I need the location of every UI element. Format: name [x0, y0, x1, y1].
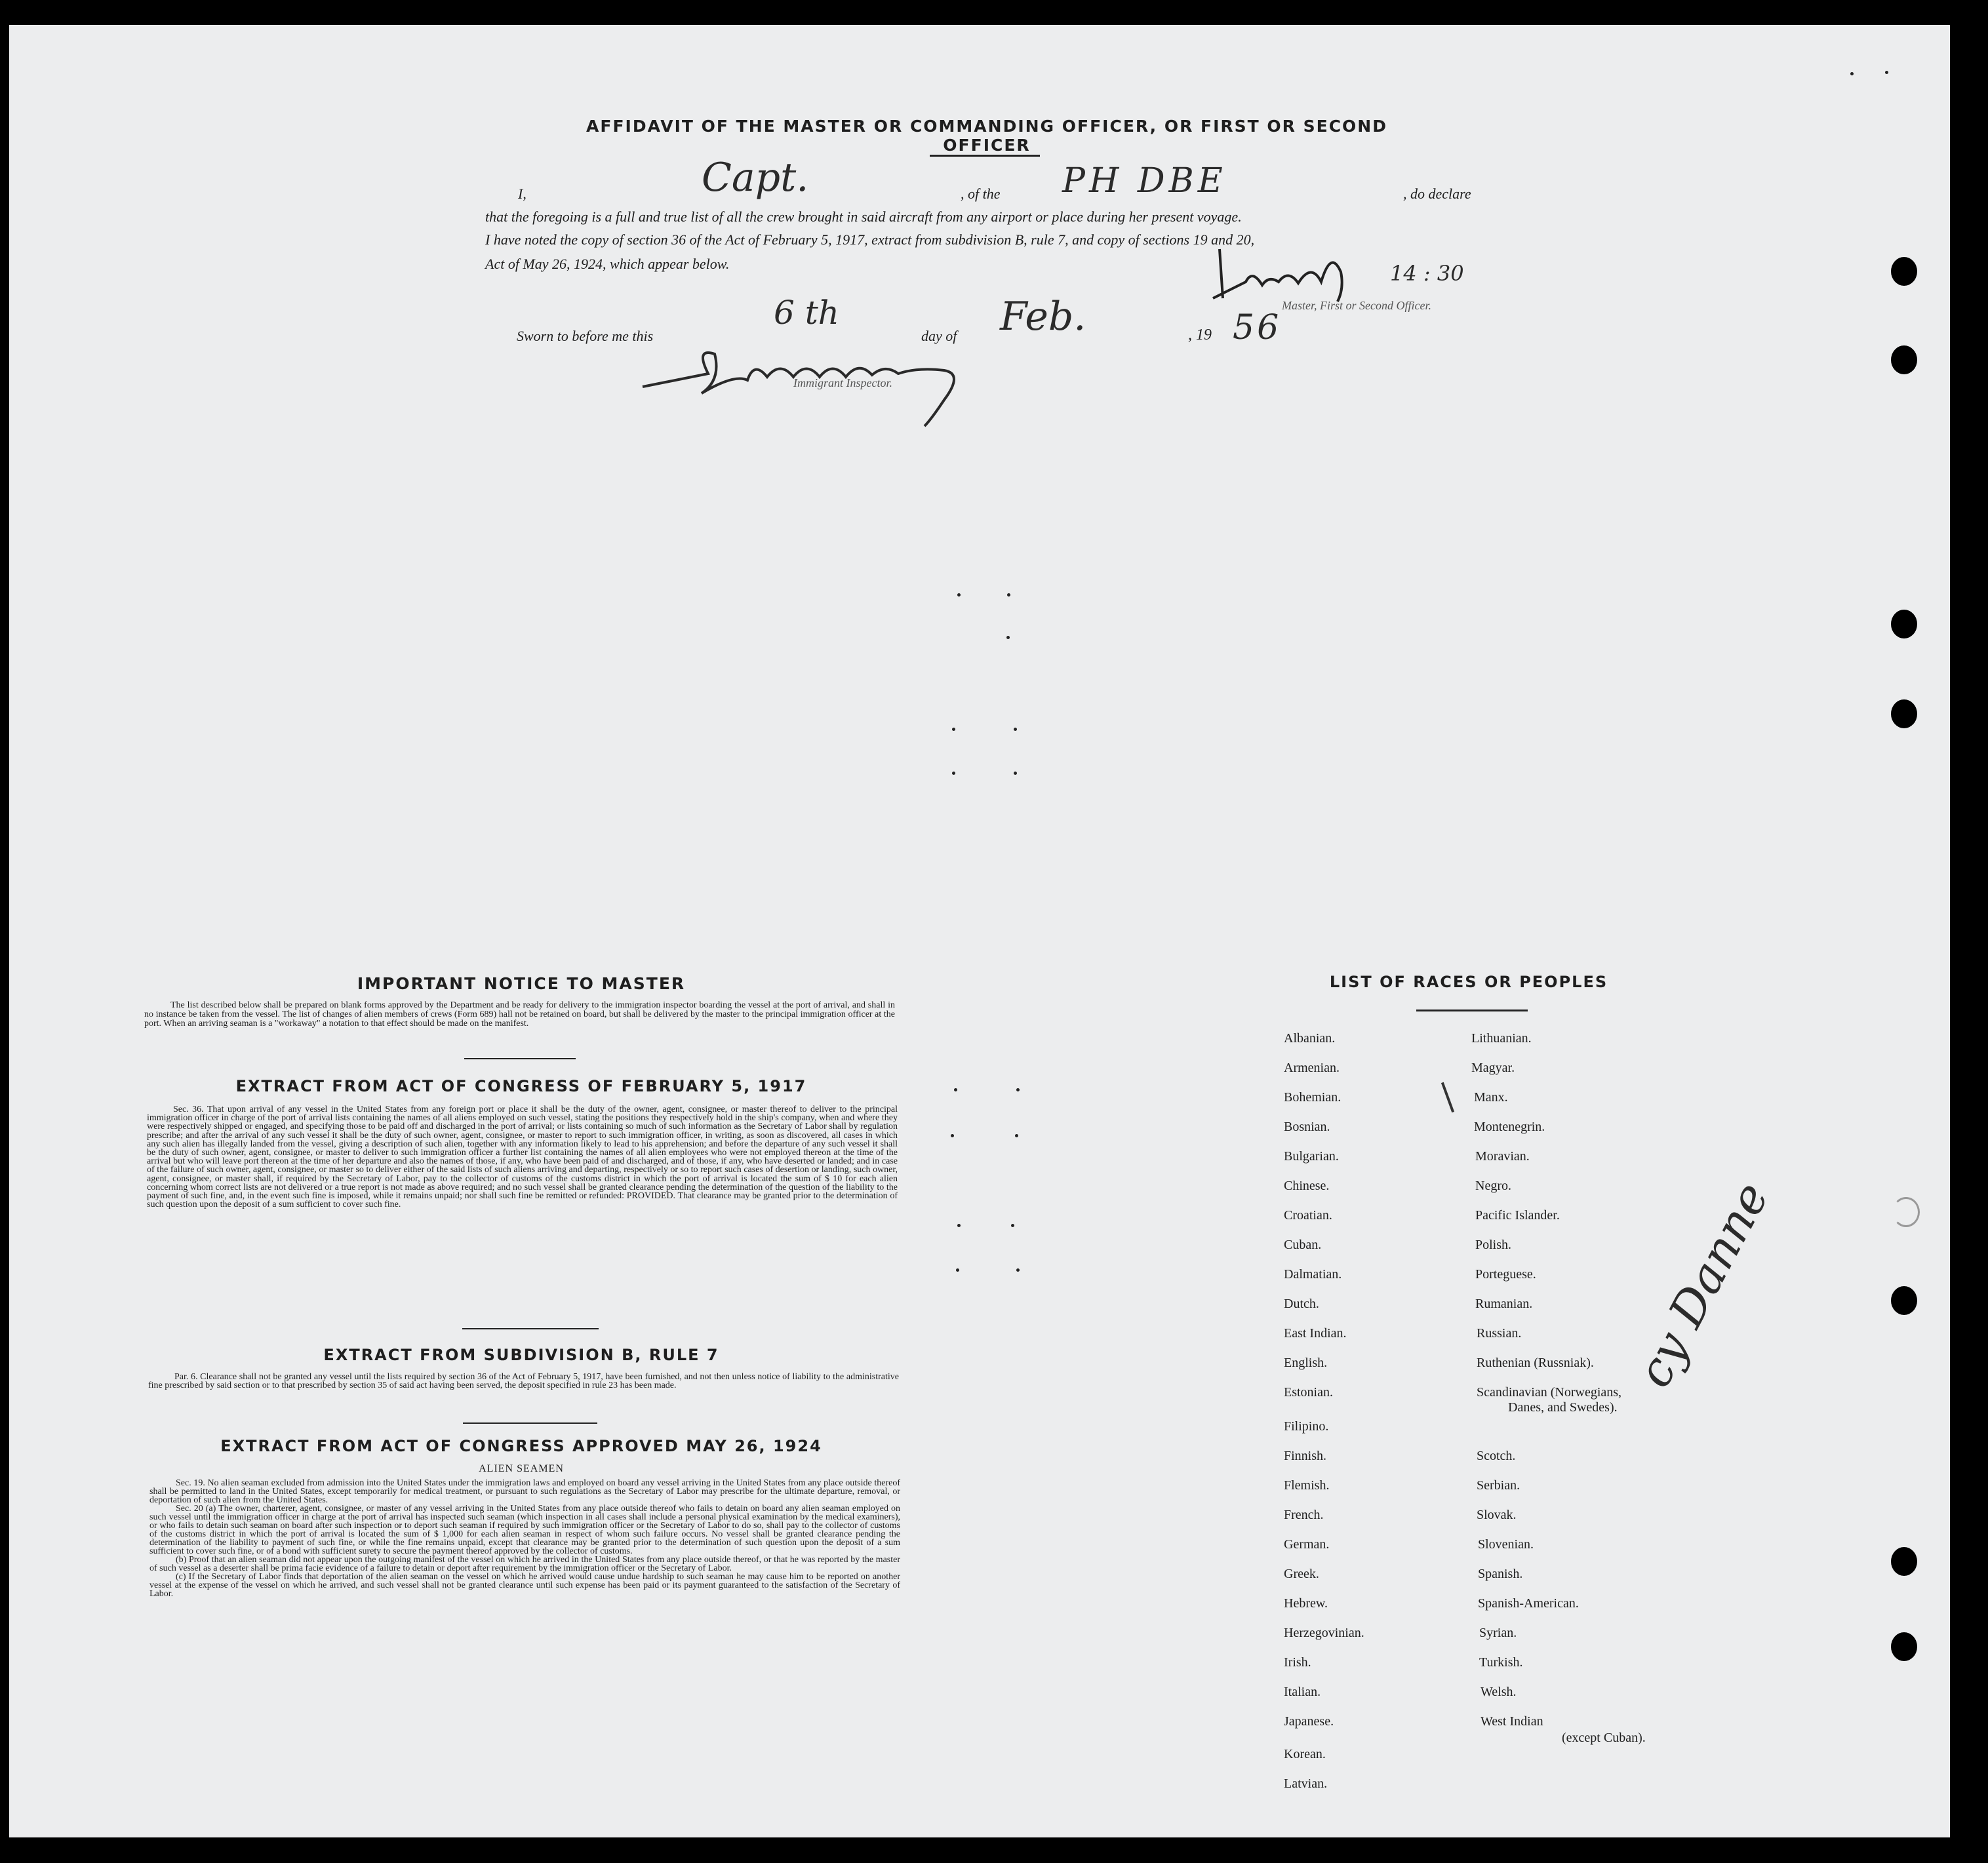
race-right-item: Danes, and Swedes). — [1508, 1400, 1618, 1415]
speck — [954, 1088, 957, 1091]
race-left-item: Albanian. — [1284, 1031, 1336, 1046]
affidavit-i: I, — [518, 186, 527, 202]
do-declare-label: , do declare — [1403, 186, 1471, 202]
speck — [1007, 593, 1010, 597]
race-left-item: French. — [1284, 1508, 1324, 1522]
inspector-label: Immigrant Inspector. — [793, 376, 892, 389]
vertical-handwriting: cy Danne — [1626, 1173, 1779, 1396]
race-right-item: Rumanian. — [1475, 1297, 1533, 1311]
races-rule — [1416, 1010, 1528, 1011]
speck — [1016, 1268, 1020, 1272]
race-right-item: Pacific Islander. — [1475, 1208, 1560, 1223]
race-left-item: Croatian. — [1284, 1208, 1332, 1223]
sec-20a-text: Sec. 20 (a) The owner, charterer, agent, consignee, or master of any vessel arriving in the United States from any place outside thereof who fails to detain on board any alien seaman employed on such vessel until the immigration officer in charge at the port of arrival has inspected such seaman (which inspection in all cases shall include a personal physical examination by the medical examiners), or who fails to detain such seaman on board after such inspection or to deport such seaman if required by such immigration officer or the Secretary of Labor to do so, shall pay to the collector of customs of the customs district in which the port of arrival is located the sum of $ 1,000 for each alien seaman in respect of whom such failure occurs. No vessel shall be granted clearance pending the determination of the liability to payment of such fine, or while the fine remains unpaid, except that clearance may be granted prior to the determination of such question upon the deposit of a sum sufficient to cover such fine, or of a bond with sufficient surety to secure the payment thereof approved by the collector of customs. — [149, 1504, 900, 1556]
speck — [957, 593, 961, 597]
speck — [1016, 1088, 1020, 1091]
speck — [1885, 71, 1888, 74]
race-left-item: Bulgarian. — [1284, 1149, 1339, 1164]
sec-20b-text: (b) Proof that an alien seaman did not appear upon the outgoing manifest of the vessel on which he arrived in the United States from any place outside thereof, or that he was reported by the master of such vessel as a deserter shall be prima facie evidence of a failure to detain or deport after requirement by the immigration officer or the Secretary of Labor. — [149, 1555, 900, 1573]
race-left-item: English. — [1284, 1356, 1328, 1370]
race-right-item: (except Cuban). — [1562, 1731, 1646, 1745]
race-right-item: Moravian. — [1475, 1149, 1530, 1164]
extract-1917-title: EXTRACT FROM ACT OF CONGRESS OF FEBRUARY 5, 1917 — [235, 1077, 807, 1095]
race-left-item: Irish. — [1284, 1655, 1311, 1670]
race-left-item: Flemish. — [1284, 1478, 1330, 1493]
speck — [957, 1224, 961, 1227]
race-right-item: Montenegrin. — [1474, 1120, 1545, 1134]
race-left-item: Latvian. — [1284, 1776, 1328, 1791]
binder-hole — [1891, 345, 1917, 374]
speck — [1015, 1134, 1018, 1137]
affidavit-line-4: Act of May 26, 1924, which appear below. — [485, 256, 730, 272]
binder-hole-faint — [1892, 1197, 1920, 1227]
extract-1917-text: Sec. 36. That upon arrival of any vessel in the United States from any foreign port or place it shall be the duty of the owner, agent, consignee, or master thereof to deliver to the principal immigration officer in charge of the port of arrival lists containing the names of all aliens employed on such vessel, stating the positions they respectively hold in the ship's company, when and where they were respectively shipped or engaged, and specifying those to be paid off and discharged in the port of arrival; or lists containing so much of such information as the Secretary of Labor shall by regulation prescribe; and after the arrival of any such vessel it shall be the duty of such owner, agent, consignee, or master to report to such immigration officer, in writing, as soon as discovered, all cases in which any such alien has illegally landed from the vessel, giving a description of such alien, together with any information likely to lead to his apprehension; and before the departure of any such vessel it shall be the duty of such owner, agent, consignee, or master to deliver to such immigration officer a further list containing the names of all alien employees who were not employed thereon at the time of the arrival but who will leave port thereon at the time of her departure and also the names of those, if any, who have been paid of and discharged, and of those, if any, who have deserted or landed; and in case of the failure of such owner, agent, consignee, or master so to deliver either of the said lists of such aliens arriving and departing, respectively or so to report such cases of desertion or landing, such owner, agent, consignee, or master shall, if required by the Secretary of Labor, pay to the collector of customs of the customs district in which the port of arrival is located the sum of $ 10 for each alien concerning whom correct lists are not delivered or a true report is not made as above required; and no such vessel shall be granted clearance pending the determination of the question of the liability to the payment of such fine, and, in the event such fine is imposed, while it remains unpaid; nor shall such fine be remitted or refunded: PROVIDED. That clearance may be granted prior to the determination of such question upon the deposit of a sum sufficient to cover such fine. — [147, 1105, 898, 1210]
affidavit-line-2: that the foregoing is a full and true list of all the crew brought in said aircraft from any airport or place during her present voyage. — [485, 208, 1242, 225]
sec-20c-text: (c) If the Secretary of Labor finds that deportation of the alien seaman on the vessel on which he arrived would cause undue hardship to such seaman he may cause him to be reported on another vessel at the expense of the vessel on which he arrived, and such vessel shall not be granted clearance until such expense has been paid or its payment guaranteed to the satisfaction of the Secretary of Labor. — [149, 1572, 900, 1599]
extract-1924-subtitle: ALIEN SEAMEN — [479, 1463, 564, 1474]
race-right-item: Welsh. — [1481, 1685, 1517, 1699]
sec-19-text: Sec. 19. No alien seaman excluded from admission into the United States under the immigration laws and employed on board any vessel arriving in the United States from any place outside thereof shall be permitted to land in the United States, except temporarily for medical treatment, or pursuant to such regulations as the Secretary of Labor may prescribe for the ultimate departure, removal, or deportation of such alien from the United States. — [149, 1478, 900, 1505]
extract-1924-title: EXTRACT FROM ACT OF CONGRESS APPROVED MAY 26, 1924 — [220, 1437, 822, 1455]
race-right-item: Scandinavian (Norwegians, — [1477, 1385, 1622, 1400]
speck — [956, 1268, 959, 1272]
race-right-item: Spanish. — [1478, 1567, 1523, 1581]
title-rule — [930, 155, 1040, 157]
race-left-item: Estonian. — [1284, 1385, 1333, 1400]
handwritten-day: 6 th — [774, 294, 839, 332]
subdivision-rule — [463, 1422, 597, 1424]
master-signature — [1206, 236, 1364, 308]
race-right-item: Manx. — [1474, 1090, 1508, 1105]
speck — [952, 772, 955, 775]
binder-hole — [1891, 1286, 1917, 1315]
race-left-item: Dalmatian. — [1284, 1267, 1342, 1282]
speck — [952, 728, 955, 731]
race-right-item: Magyar. — [1471, 1061, 1515, 1075]
race-left-item: Chinese. — [1284, 1179, 1330, 1193]
handwritten-month: Feb. — [1000, 294, 1086, 340]
race-left-item: Japanese. — [1284, 1714, 1334, 1729]
handwritten-year: 56 — [1233, 308, 1282, 347]
speck — [1006, 636, 1010, 639]
race-left-item: Dutch. — [1284, 1297, 1319, 1311]
speck — [1014, 728, 1017, 731]
speck — [1850, 72, 1854, 75]
race-left-item: Armenian. — [1284, 1061, 1340, 1075]
race-left-item: Hebrew. — [1284, 1596, 1328, 1611]
of-the-label: , of the — [961, 186, 1001, 202]
race-left-item: Bosnian. — [1284, 1120, 1330, 1134]
race-right-item: Scotch. — [1477, 1449, 1516, 1463]
handwritten-vessel: PH DBE — [1062, 161, 1227, 201]
race-left-item: Filipino. — [1284, 1419, 1329, 1434]
races-title: LIST OF RACES OR PEOPLES — [1329, 973, 1608, 991]
handwritten-name: Capt. — [702, 155, 809, 201]
race-right-item: Lithuanian. — [1471, 1031, 1532, 1046]
race-right-item: Russian. — [1477, 1326, 1522, 1341]
race-right-item: Turkish. — [1479, 1655, 1523, 1670]
speck — [1011, 1224, 1014, 1227]
speck — [1014, 772, 1017, 775]
notice-rule — [464, 1058, 576, 1059]
race-left-item: Cuban. — [1284, 1238, 1322, 1252]
race-left-item: East Indian. — [1284, 1326, 1347, 1341]
race-right-item: Porteguese. — [1475, 1267, 1536, 1282]
race-left-item: Korean. — [1284, 1747, 1326, 1761]
affidavit-title: AFFIDAVIT OF THE MASTER OR COMMANDING OFFICER, OR FIRST OR SECOND OFFICER — [586, 117, 1387, 155]
race-left-item: Bohemian. — [1284, 1090, 1342, 1105]
handwritten-time: 14 : 30 — [1390, 261, 1464, 286]
extract-1924-body — [149, 1479, 900, 1598]
master-label: Master, First or Second Officer. — [1282, 299, 1431, 312]
sworn-label: Sworn to before me this — [517, 328, 654, 344]
race-right-item: Slovak. — [1477, 1508, 1517, 1522]
subdivision-title: EXTRACT FROM SUBDIVISION B, RULE 7 — [323, 1346, 719, 1364]
binder-hole — [1891, 1632, 1917, 1661]
race-right-item: Polish. — [1475, 1238, 1512, 1252]
year-prefix: , 19 — [1188, 326, 1212, 343]
extract-1917-rule — [462, 1328, 599, 1329]
race-left-item: Italian. — [1284, 1685, 1321, 1699]
race-left-item: Finnish. — [1284, 1449, 1327, 1463]
race-left-item: German. — [1284, 1537, 1330, 1552]
binder-hole — [1891, 257, 1917, 286]
notice-text: The list described below shall be prepared on blank forms approved by the Department and be ready for delivery to the immigration inspector boarding the vessel at the port of arrival, and shall in no instance be taken from the vessel. The list of changes of alien members of crews (Form 689) hall not be retained on board, but shall be delivered by the master to the principal immigration officer at the port. When an arriving seaman is a "workaway" a notation to that effect should be made on the manifest. — [144, 1000, 895, 1029]
notice-title: IMPORTANT NOTICE TO MASTER — [357, 974, 686, 993]
race-right-item: Negro. — [1475, 1179, 1511, 1193]
affidavit-line-3: I have noted the copy of section 36 of the Act of February 5, 1917, extract from subdivision B, rule 7, and copy of sections 19 and 20, — [485, 231, 1255, 248]
day-of-label: day of — [921, 328, 957, 344]
binder-hole — [1891, 1547, 1917, 1576]
race-left-item: Herzegovinian. — [1284, 1626, 1364, 1640]
binder-hole — [1891, 610, 1917, 638]
binder-hole — [1891, 699, 1917, 728]
subdivision-text: Par. 6. Clearance shall not be granted any vessel until the lists required by section 36 of the Act of February 5, 1917, have been furnished, and not then unless notice of liability to the administrative fine prescribed by said section or to that prescribed by section 35 of said act having been served, the deposit specified in rule 23 has been made. — [148, 1372, 899, 1390]
race-right-item: Syrian. — [1479, 1626, 1517, 1640]
race-right-item: Spanish-American. — [1478, 1596, 1579, 1611]
race-right-item: Ruthenian (Russniak). — [1477, 1356, 1594, 1370]
race-left-item: Greek. — [1284, 1567, 1319, 1581]
race-right-item: Slovenian. — [1478, 1537, 1534, 1552]
speck — [951, 1134, 954, 1137]
race-right-item: Serbian. — [1477, 1478, 1521, 1493]
race-right-item: West Indian — [1481, 1714, 1543, 1729]
